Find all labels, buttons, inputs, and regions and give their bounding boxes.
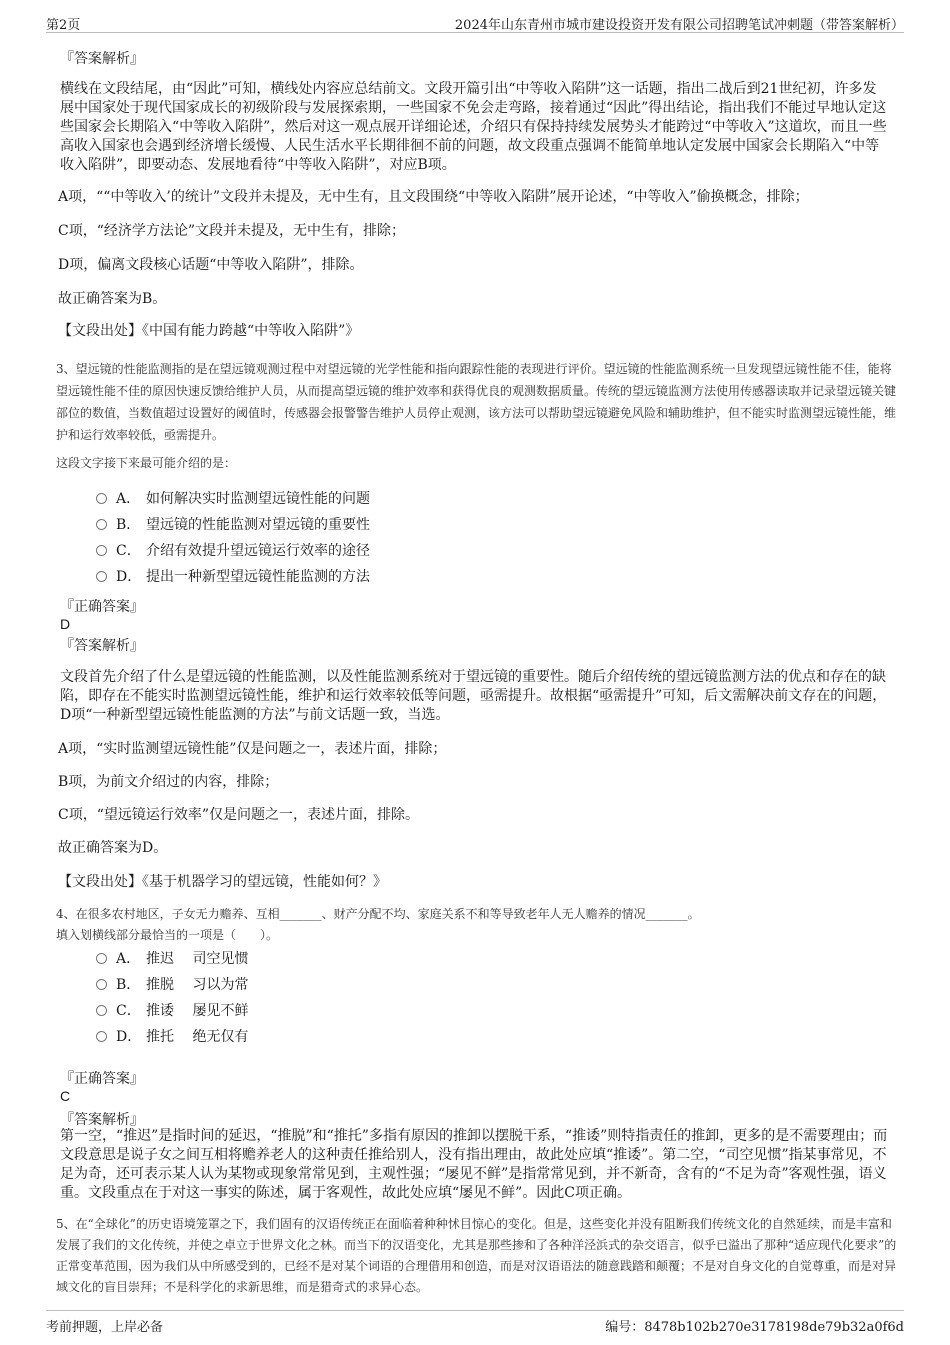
radio-button[interactable]	[96, 545, 107, 556]
document-title: 2024年山东青州市城市建设投资开发有限公司招聘笔试冲刺题（带答案解析）	[454, 18, 904, 33]
q3-answer-label: 『正确答案』	[60, 599, 144, 615]
radio-button[interactable]	[96, 519, 107, 530]
radio-button[interactable]	[96, 1005, 107, 1016]
document-id: 编号：8478b102b270e3178198de79b32a0f6d	[605, 1320, 904, 1335]
page-number: 第2页	[46, 18, 81, 33]
q5-stem: 5、在“全球化”的历史语境笼罩之下，我们固有的汉语传统正在面临着种种怵目惊心的变化。但是，这些变化并没有阻断我们传统文化的自然延续，而是丰富和发展了我们的文化传统，并使之卓立于世界文化之林。而当下的汉语变化，尤其是那些掺和了各种洋泾浜式的杂交语言，似乎已溢出了那种“适应现代化要求”的正常变革范围，因为我们从中所感受到的，已经不是对某个词语的合理借用和创造，而是对汉语语法的随意践踏和颠覆；不是对自身文化的自觉尊重，而是对异域文化的盲目崇拜；不是科学化的求新思维，而是猎奇式的求异心态。	[56, 1217, 897, 1294]
q2-analysis-label: 『答案解析』	[60, 51, 144, 67]
radio-button[interactable]	[96, 953, 107, 964]
q2-option-d-analysis: D项，偏离文段核心话题“中等收入陷阱”，排除。	[58, 257, 364, 273]
q2-analysis-text: 横线在文段结尾，由“因此”可知，横线处内容应总结前文。文段开篇引出“中等收入陷阱”这一话题，指出二战后到21世纪初，许多发展中国家处于现代国家成长的初级阶段与发展探索期，一些国家不免会走弯路，接着通过“因此”得出结论，指出我们不能过早地认定这些国家会长期陷入“中等收入陷阱”，然后对这一观点展开详细论述，介绍只有保持持续发展势头才能跨过“中等收入”这道坎，而且一些高收入国家也会遇到经济增长缓慢、人民生活水平长期徘徊不前的问题，故文段重点强调不能简单地认定发展中国家会长期陷入“中等收入陷阱”，即要动态、发展地看待“中等收入陷阱”，对应B项。	[60, 81, 887, 173]
q3-option-c[interactable]: C． 介绍有效提升望远镜运行效率的途径	[96, 540, 370, 562]
q2-option-a-analysis: A项，““中等收入’的统计”文段并未提及，无中生有，且文段围绕“中等收入陷阱”展开论述，“中等收入”偷换概念，排除；	[58, 189, 809, 205]
q3-option-c-analysis: C项，“望远镜运行效率”仅是问题之一，表述片面，排除。	[58, 807, 420, 823]
q3-answer: D	[60, 616, 71, 632]
radio-button[interactable]	[96, 571, 107, 582]
q3-analysis-label: 『答案解析』	[60, 638, 144, 654]
radio-button[interactable]	[96, 979, 107, 990]
footer-slogan: 考前押题，上岸必备	[46, 1320, 164, 1335]
q3-option-a-analysis: A项，“实时监测望远镜性能”仅是问题之一，表述片面，排除；	[58, 741, 447, 757]
q3-option-b-analysis: B项，为前文介绍过的内容，排除；	[58, 774, 279, 790]
q3-source: 【文段出处】《基于机器学习的望远镜，性能如何？》	[58, 874, 387, 890]
q3-prompt: 这段文字接下来最可能介绍的是：	[56, 456, 237, 470]
q3-option-a[interactable]: A． 如何解决实时监测望远镜性能的问题	[96, 488, 370, 510]
q2-option-c-analysis: C项，“经济学方法论”文段并未提及，无中生有，排除；	[58, 223, 406, 239]
q4-answer-label: 『正确答案』	[60, 1071, 144, 1087]
q3-analysis-text: 文段首先介绍了什么是望远镜的性能监测，以及性能监测系统对于望远镜的重要性。随后介绍传统的望远镜监测方法的优点和存在的缺陷，即存在不能实时监测望远镜性能，维护和运行效率较低等问题，亟需提升。故根据“亟需提升”可知，后文需解决前文存在的问题，D项“一种新型望远镜性能监测的方法”与前文话题一致，当选。	[60, 669, 887, 723]
q4-option-b[interactable]: B． 推脱 习以为常	[96, 974, 248, 996]
q4-option-c[interactable]: C． 推诿 屡见不鲜	[96, 1000, 248, 1022]
q4-option-d[interactable]: D． 推托 绝无仅有	[96, 1026, 248, 1048]
q4-analysis-label: 『答案解析』	[60, 1112, 144, 1128]
q3-stem: 3、望远镜的性能监测指的是在望远镜观测过程中对望远镜的光学性能和指向跟踪性能的表现进行评价。望远镜的性能监测系统一旦发现望远镜性能不佳，能将望远镜性能不佳的原因快速反馈给维护人员，从而提高望远镜的维护效率和获得优良的观测数据质量。传统的望远镜监测方法使用传感器读取并记录望远镜关键部位的数值，当数值超过设置好的阈值时，传感器会报警警告维护人员停止观测，该方法可以帮助望远镜避免风险和辅助维护，但不能实时监测望远镜性能，维护和运行效率较低，亟需提升。	[56, 362, 897, 442]
q4-analysis-text: 第一空，“推迟”是指时间的延迟，“推脱”和“推托”多指有原因的推卸以摆脱干系，“推诿”则特指责任的推卸，更多的是不需要理由；而文段意思是说子女之间互相将赡养老人的这种责任推给别人，没有指出理由，故此处应填“推诿”。第二空，“司空见惯”指某事常见，不足为奇，还可表示某人认为某物或现象常常见到，主观性强；“屡见不鲜”是指常常见到，并不新奇，含有的“不足为奇”客观性强，语义重。文段重点在于对这一事实的陈述，属于客观性，故此处应填“屡见不鲜”。因此C项正确。	[60, 1128, 888, 1201]
radio-button[interactable]	[96, 493, 107, 504]
q3-conclusion: 故正确答案为D。	[58, 840, 168, 856]
q2-conclusion: 故正确答案为B。	[58, 291, 167, 307]
q4-answer: C	[60, 1088, 71, 1104]
q3-option-b[interactable]: B． 望远镜的性能监测对望远镜的重要性	[96, 514, 370, 536]
q2-source: 【文段出处】《中国有能力跨越“中等收入陷阱”》	[58, 323, 360, 339]
page-footer	[46, 1310, 904, 1335]
q4-stem: 4、在很多农村地区，子女无力赡养、互相_______、财产分配不均、家庭关系不和等导致老年人无人赡养的情况_______。	[56, 907, 700, 921]
q4-option-a[interactable]: A． 推迟 司空见惯	[96, 948, 248, 970]
radio-button[interactable]	[96, 1031, 107, 1042]
q3-option-d[interactable]: D． 提出一种新型望远镜性能监测的方法	[96, 566, 370, 588]
q4-prompt: 填入划横线部分最恰当的一项是（ ）。	[56, 928, 279, 942]
page-header	[46, 12, 904, 33]
